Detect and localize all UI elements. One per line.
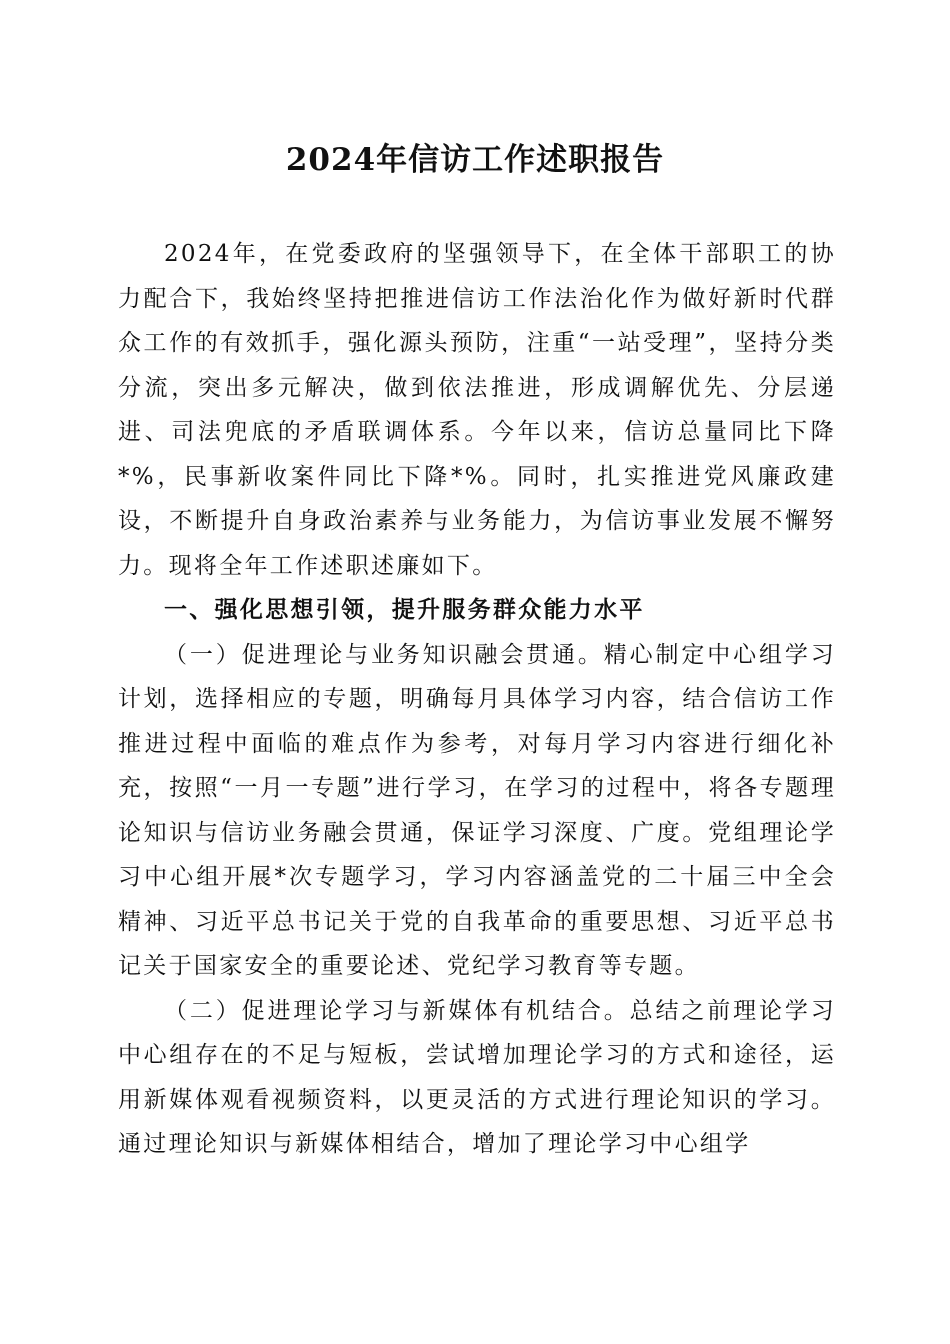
subsection-lead-1: （一）促进理论与业务知识融会贯通。: [164, 641, 604, 668]
subsection-lead-2: （二）促进理论学习与新媒体有机结合。: [164, 997, 630, 1024]
subsection-paragraph-2: [118, 989, 836, 1167]
document-title: 2024年信访工作述职报告: [285, 142, 665, 178]
intro-paragraph: 2024年，在党委政府的坚强领导下，在全体干部职工的协力配合下，我始终坚持把推进信访工作法治化作为做好新时代群众工作的有效抓手，强化源头预防，注重“一站受理”，坚持分类分流，突出多元解决，做到依法推进，形成调解优先、分层递进、司法兜底的矛盾联调体系。今年以来，信访总量同比下降*%，民事新收案件同比下降*%。同时，扎实推进党风廉政建设，不断提升自身政治素养与业务能力，为信访事业发展不懈努力。现将全年工作述职述廉如下。: [118, 241, 836, 579]
document-body: [118, 232, 836, 1167]
subsection-text-2: 总结之前理论学习中心组存在的不足与短板，尝试增加理论学习的方式和途径，运用新媒体观看视频资料，以更灵活的方式进行理论知识的学习。通过理论知识与新媒体相结合，增加了理论学习中心组学: [118, 997, 836, 1157]
subsection-paragraph-1: [118, 633, 836, 989]
section-heading-1: 一、强化思想引领，提升服务群众能力水平: [164, 597, 645, 623]
subsection-text-1: 精心制定中心组学习计划，选择相应的专题，明确每月具体学习内容，结合信访工作推进过程中面临的难点作为参考，对每月学习内容进行细化补充，按照“一月一专题”进行学习，在学习的过程中，将各专题理论知识与信访业务融会贯通，保证学习深度、广度。党组理论学习中心组开展*次专题学习，学习内容涵盖党的二十届三中全会精神、习近平总书记关于党的自我革命的重要思想、习近平总书记关于国家安全的重要论述、党纪学习教育等专题。: [118, 641, 836, 979]
